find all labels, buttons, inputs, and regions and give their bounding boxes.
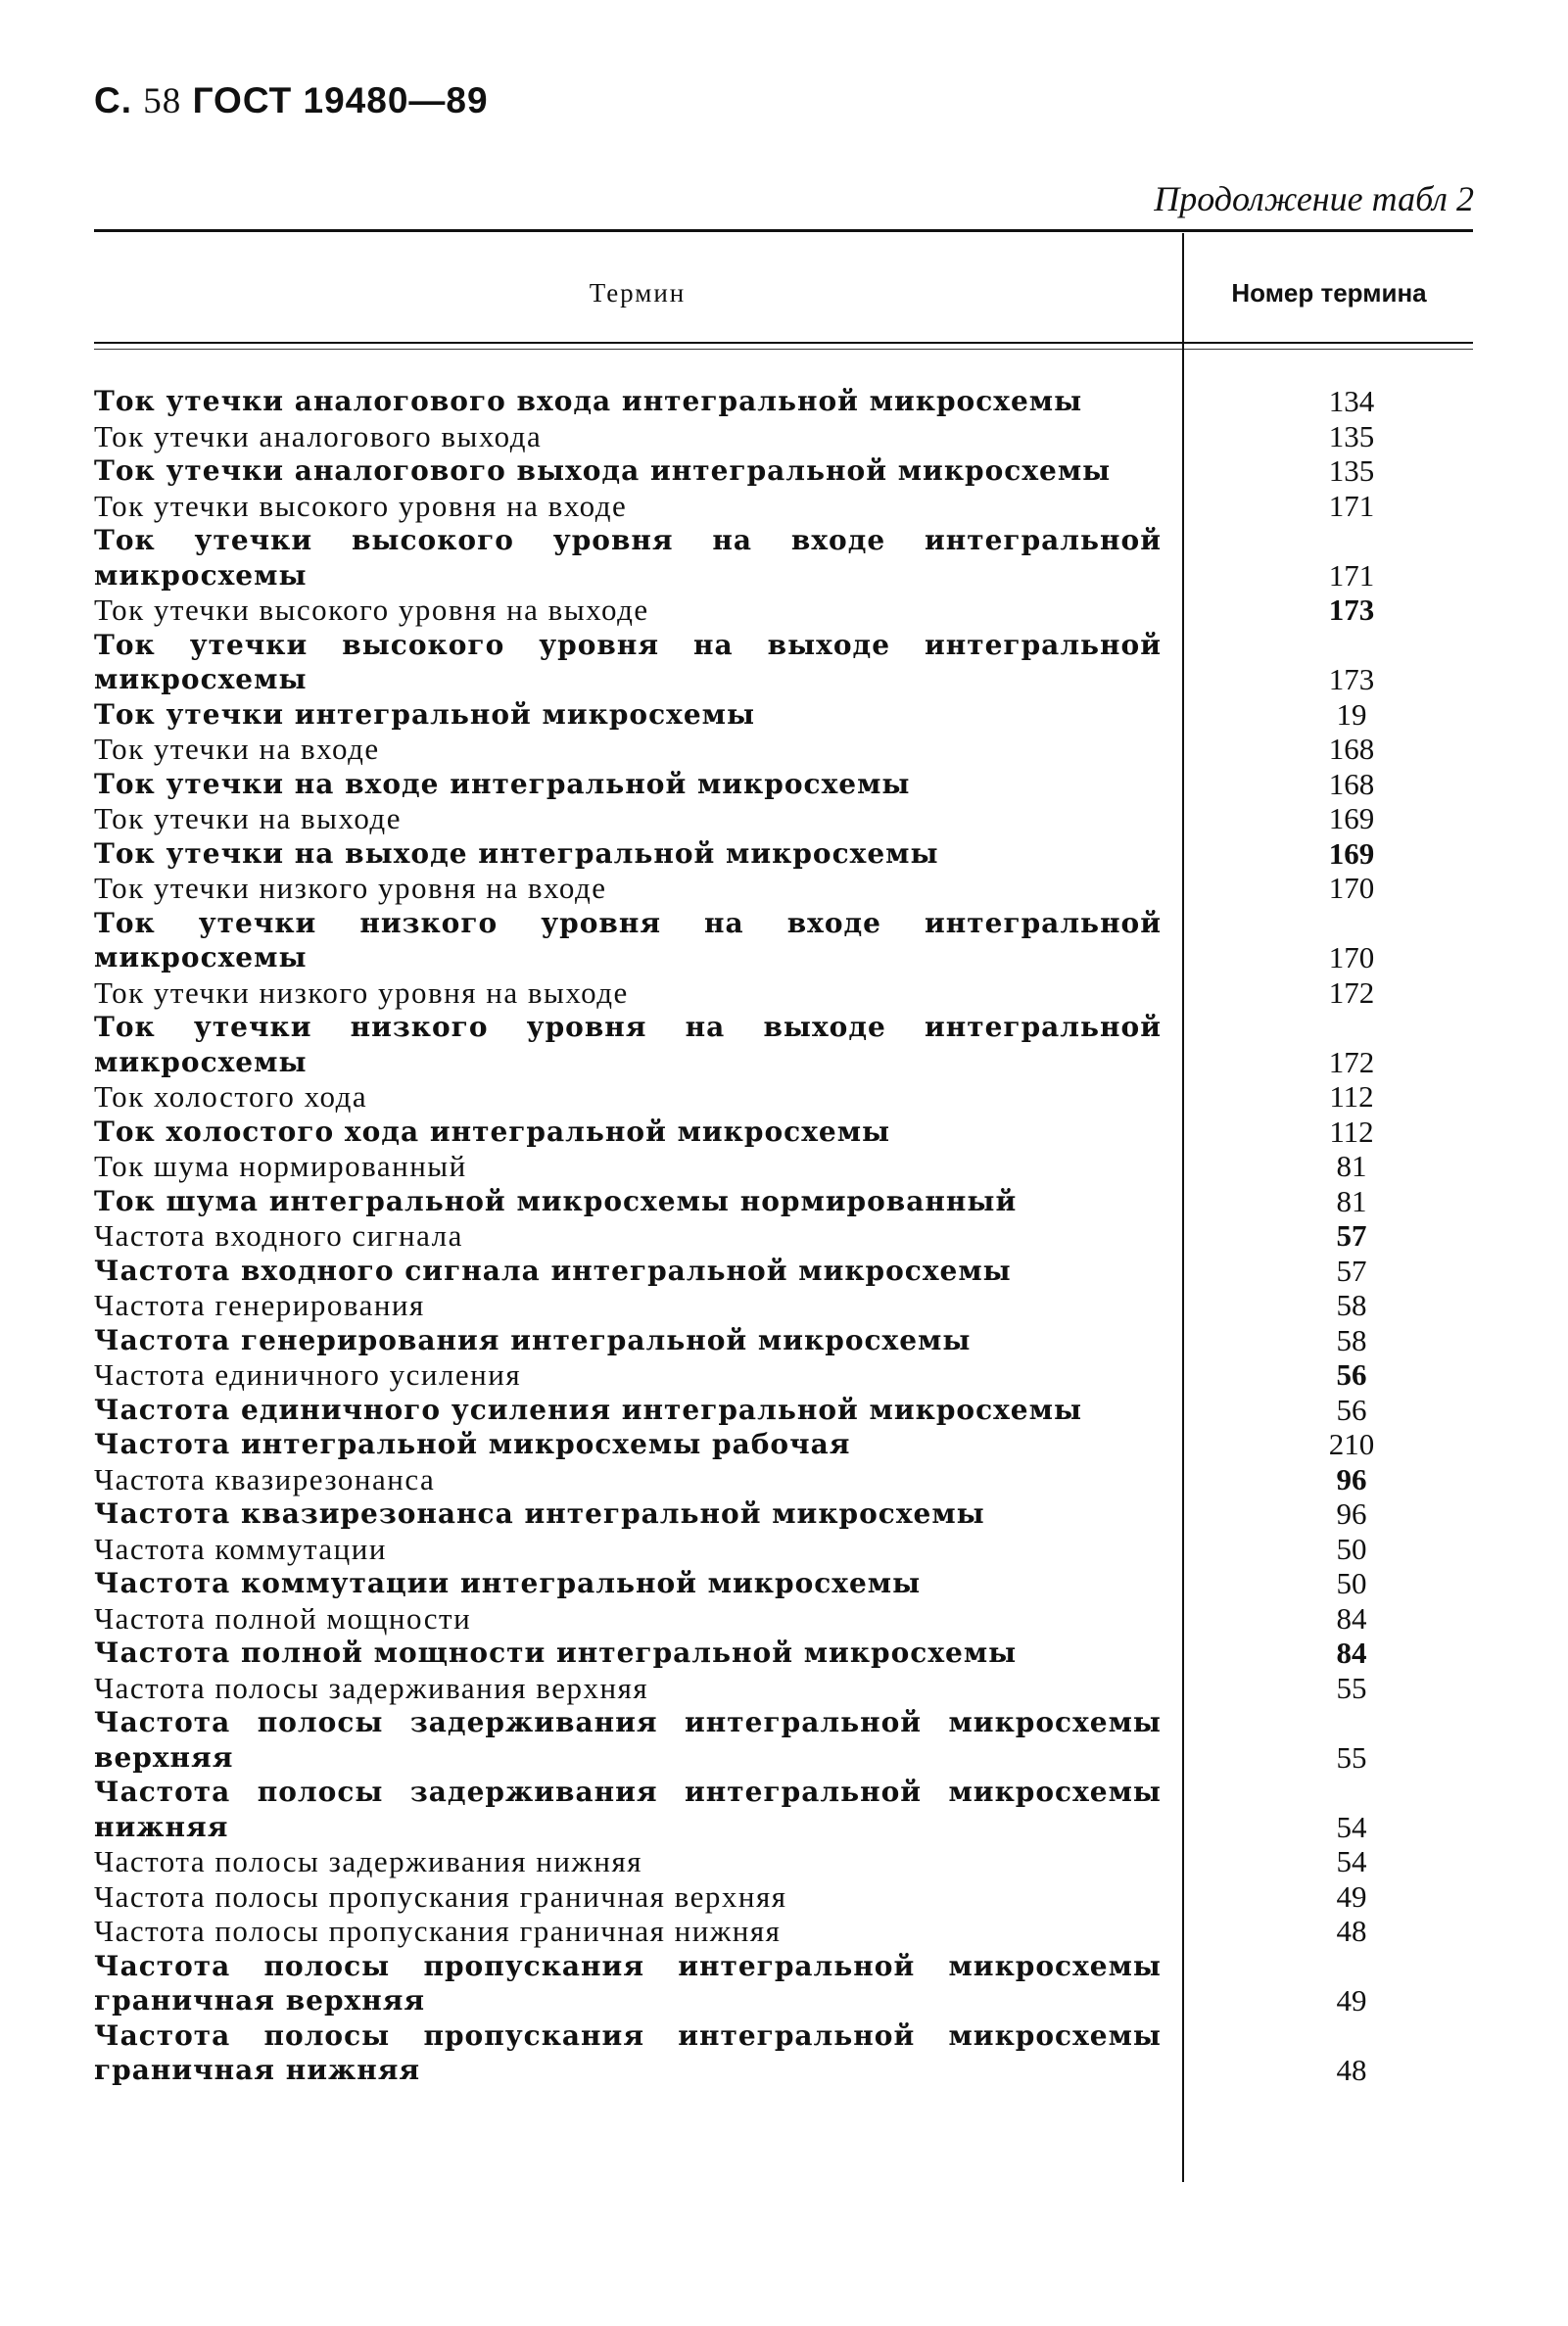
term-cell: Частота коммутации интегральной микросхемы <box>94 1567 922 1599</box>
table-row <box>94 1323 1473 1358</box>
term-number-cell: 50 <box>1336 1566 1367 1600</box>
table-row <box>94 1532 1473 1567</box>
term-number-cell: 169 <box>1328 801 1375 835</box>
term-cell: Частота полосы пропускания интегральной микросхемы граничная нижняя <box>94 2018 1162 2086</box>
table-top-rule <box>94 229 1473 232</box>
term-number-cell: 168 <box>1328 766 1375 801</box>
term-number-cell: 48 <box>1336 2053 1367 2087</box>
term-cell: Частота полосы задерживания нижняя <box>94 1844 643 1878</box>
term-cell: Частота коммутации <box>94 1531 387 1566</box>
table-row <box>94 1393 1473 1428</box>
term-cell: Частота полосы пропускания интегральной микросхемы граничная верхняя <box>94 1949 1162 2017</box>
term-cell: Частота интегральной микросхемы рабочая <box>94 1428 851 1460</box>
table-row <box>94 1427 1473 1462</box>
term-number-cell: 48 <box>1336 1914 1367 1948</box>
table-row <box>94 801 1473 836</box>
term-cell: Ток шума интегральной микросхемы нормированный <box>94 1184 1018 1217</box>
table-row <box>94 1671 1473 1706</box>
term-number-cell: 171 <box>1328 557 1375 593</box>
table-row <box>94 1184 1473 1219</box>
term-cell: Ток утечки высокого уровня на входе интегральной микросхемы <box>94 524 1162 592</box>
term-cell: Ток утечки высокого уровня на входе <box>94 488 628 523</box>
table-row <box>94 1079 1473 1115</box>
table-row <box>94 1115 1473 1150</box>
table-row <box>94 453 1473 489</box>
table-row <box>94 1601 1473 1637</box>
table-row <box>94 628 1473 697</box>
term-number-cell: 210 <box>1328 1427 1375 1461</box>
term-number-cell: 58 <box>1336 1322 1367 1357</box>
term-cell: Частота полосы задерживания интегральной микросхемы верхняя <box>94 1706 1162 1774</box>
term-cell: Частота полной мощности интегральной микросхемы <box>94 1637 1018 1669</box>
term-cell: Частота квазирезонанса <box>94 1461 436 1496</box>
page-header <box>94 80 489 122</box>
term-number-cell: 96 <box>1336 1461 1367 1496</box>
term-number-cell: 112 <box>1329 1079 1374 1114</box>
table-row <box>94 1775 1473 1844</box>
term-number-cell: 19 <box>1336 696 1367 732</box>
term-cell: Частота генерирования интегральной микросхемы <box>94 1323 972 1356</box>
table-row <box>94 1566 1473 1601</box>
term-number-cell: 112 <box>1329 1114 1374 1149</box>
term-number-cell: 170 <box>1328 940 1375 974</box>
table-row <box>94 593 1473 628</box>
term-number-cell: 84 <box>1336 1600 1367 1636</box>
term-cell: Ток холостого хода интегральной микросхемы <box>94 1115 891 1148</box>
table-row <box>94 697 1473 733</box>
term-number-cell: 81 <box>1336 1149 1367 1183</box>
term-cell: Ток утечки аналогового входа интегральной микросхемы <box>94 385 1083 417</box>
term-number-cell: 173 <box>1328 662 1375 696</box>
table-row <box>94 489 1473 524</box>
table-row <box>94 419 1473 454</box>
term-cell: Ток утечки низкого уровня на выходе интегральной микросхемы <box>94 1011 1162 1078</box>
term-number-cell: 169 <box>1328 835 1375 871</box>
term-number-cell: 54 <box>1336 1844 1367 1878</box>
term-cell: Частота полосы пропускания граничная нижняя <box>94 1914 782 1948</box>
table-row <box>94 523 1473 593</box>
term-cell: Частота полосы пропускания граничная верхняя <box>94 1878 787 1914</box>
standard-title: ГОСТ 19480—89 <box>192 80 489 120</box>
term-number-cell: 54 <box>1336 1809 1367 1844</box>
term-cell: Частота полной мощности <box>94 1600 472 1636</box>
term-number-cell: 50 <box>1336 1531 1367 1566</box>
term-cell: Частота квазирезонанса интегральной микросхемы <box>94 1497 985 1530</box>
term-number-cell: 171 <box>1328 488 1375 523</box>
term-cell: Ток утечки интегральной микросхемы <box>94 697 756 731</box>
term-cell: Частота единичного усиления <box>94 1357 522 1392</box>
table-row <box>94 1705 1473 1775</box>
table-row <box>94 2018 1473 2088</box>
term-number-cell: 49 <box>1336 1983 1367 2017</box>
table-row <box>94 836 1473 872</box>
term-number-cell: 49 <box>1336 1878 1367 1914</box>
term-cell: Частота генерирования <box>94 1288 425 1322</box>
term-cell: Ток утечки на выходе <box>94 801 402 835</box>
term-cell: Ток утечки высокого уровня на выходе <box>94 593 649 627</box>
term-cell: Частота единичного усиления интегральной микросхемы <box>94 1393 1083 1426</box>
term-cell: Частота входного сигнала интегральной микросхемы <box>94 1254 1012 1287</box>
term-number-cell: 170 <box>1328 871 1375 905</box>
column-header-number: Номер термина <box>1231 278 1427 308</box>
term-cell: Ток утечки аналогового выхода <box>94 418 543 453</box>
term-number-cell: 55 <box>1336 1670 1367 1705</box>
table-row <box>94 1949 1473 2018</box>
term-cell: Частота полосы задерживания верхняя <box>94 1670 649 1705</box>
table-row <box>94 1010 1473 1079</box>
term-cell: Ток утечки на входе <box>94 732 380 766</box>
term-cell: Ток холостого хода <box>94 1079 368 1114</box>
term-number-cell: 135 <box>1328 453 1375 488</box>
term-number-cell: 173 <box>1328 593 1375 627</box>
table-row <box>94 1914 1473 1949</box>
term-number-cell: 57 <box>1336 1218 1367 1253</box>
term-number-cell: 84 <box>1336 1636 1367 1670</box>
term-cell: Частота полосы задерживания интегральной микросхемы нижняя <box>94 1776 1162 1843</box>
table-continuation-label: Продолжение табл 2 <box>1154 179 1474 218</box>
table-row <box>94 1496 1473 1532</box>
header-bottom-rule <box>94 342 1473 344</box>
table-row <box>94 1254 1473 1289</box>
term-number-cell: 58 <box>1336 1288 1367 1322</box>
term-number-cell: 55 <box>1336 1739 1367 1775</box>
table-row <box>94 1288 1473 1323</box>
term-cell: Частота входного сигнала <box>94 1218 463 1253</box>
term-cell: Ток утечки низкого уровня на входе интегральной микросхемы <box>94 906 1162 973</box>
term-cell: Ток утечки аналогового выхода интегральной микросхемы <box>94 454 1112 487</box>
term-cell: Ток утечки высокого уровня на выходе интегральной микросхемы <box>94 628 1162 695</box>
term-number-cell: 56 <box>1336 1392 1367 1427</box>
table-row <box>94 732 1473 767</box>
table-row <box>94 384 1473 419</box>
term-cell: Ток шума нормированный <box>94 1149 467 1183</box>
table-row <box>94 1462 1473 1497</box>
table-row <box>94 1149 1473 1184</box>
term-number-cell: 57 <box>1336 1253 1367 1288</box>
term-number-cell: 168 <box>1328 732 1375 766</box>
term-cell: Ток утечки низкого уровня на входе <box>94 871 607 905</box>
table-row <box>94 1844 1473 1879</box>
term-number-cell: 96 <box>1336 1496 1367 1531</box>
term-number-cell: 56 <box>1336 1357 1367 1392</box>
term-number-cell: 135 <box>1328 418 1375 453</box>
table-row <box>94 767 1473 802</box>
column-header-term: Термин <box>589 278 687 308</box>
table-body <box>94 384 1473 2088</box>
table-row <box>94 906 1473 975</box>
table-row <box>94 1879 1473 1915</box>
page-number: 58 <box>143 81 182 121</box>
table-row <box>94 1636 1473 1671</box>
table-row <box>94 975 1473 1011</box>
term-number-cell: 172 <box>1328 974 1375 1010</box>
term-cell: Ток утечки низкого уровня на выходе <box>94 974 629 1010</box>
table-row <box>94 1357 1473 1393</box>
header-bottom-rule-thin <box>94 349 1473 350</box>
term-number-cell: 81 <box>1336 1183 1367 1218</box>
term-number-cell: 172 <box>1328 1044 1375 1079</box>
page-prefix: С. <box>94 80 132 120</box>
table-row <box>94 1218 1473 1254</box>
term-cell: Ток утечки на выходе интегральной микросхемы <box>94 836 939 870</box>
term-cell: Ток утечки на входе интегральной микросхемы <box>94 767 911 800</box>
table-row <box>94 871 1473 906</box>
term-number-cell: 134 <box>1328 384 1375 418</box>
